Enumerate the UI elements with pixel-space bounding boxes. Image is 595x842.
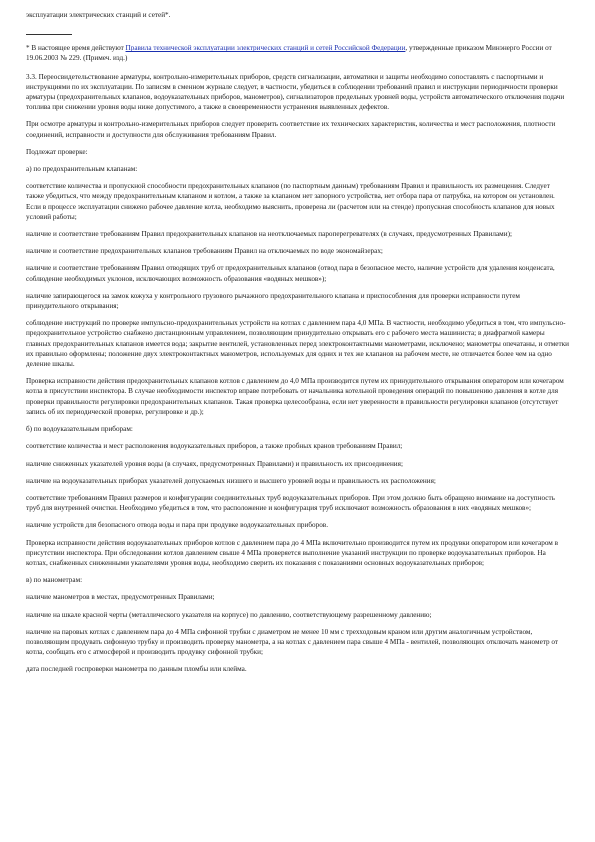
paragraph-inspection: При осмотре арматуры и контрольно-измерительных приборов следует проверить соответствие их технических характеристик, количества и мест расположения, плотности соединений, исправности и доступности для обслуживания требованиям Правил. — [26, 120, 556, 139]
paragraph: Проверка исправности действия предохранительных клапанов котлов с давлением до 4,0 МПа производится путем их принудительного открывания оператором или кочегаром котла в присутствии инспектора. В случае необходимости инспектор вправе потребовать от начальника котельной проведения операций по повышению давления в котле для проверки правильности регулировки предохранительных клапанов. Такая проверка целесообразна, если нет уверенности в правильности регулировки клапанов (отсутствует запись об их периодической проверке, регулировке и др.); — [26, 377, 564, 416]
footnote-separator — [26, 34, 72, 35]
paragraph: наличие на шкале красной черты (металлического указателя на корпусе) по давлению, соответствующему разрешенному давлению; — [26, 610, 432, 619]
rules-link[interactable]: Правила технической эксплуатации электрических станций и сетей Российской Федерации — [125, 44, 406, 53]
paragraph: наличие и соответствие требованиям Правил отводящих труб от предохранительных клапанов (отвод пара в безопасное место, наличие устройств для удаления конденсата, соблюдение необходимых уклонов, исключающих возможность образования «водяных мешков»); — [26, 264, 555, 283]
paragraph: наличие и соответствие требованиям Правил предохранительных клапанов на неотключаемых пароперегревателях (в случаях, предусмотренных Правилами); — [26, 230, 512, 239]
paragraph: наличие сниженных указателей уровня воды (в случаях, предусмотренных Правилами) и правильность их присоединения; — [26, 459, 403, 468]
top-text-line: эксплуатации электрических станций и сетей*. — [26, 11, 171, 19]
paragraph-intro: 3.3. Переосвидетельствование арматуры, контрольно-измерительных приборов, средств сигнализации, автоматики и защиты необходимо сопоставлять с паспортными и инструкциями по их эксплуатации. По записям в сменном журнале следует, в частности, убедиться в соблюдении требований правил и инструкции периодичности проверки арматуры (предохранительных клапанов, водоуказательных приборов, манометров), сигнализаторов предельных уровней воды, устройств автоматического отключения подачи топлива при снижении уровня воды ниже допустимого, а также в своевременности устранения выявленных дефектов. — [26, 72, 565, 112]
paragraph: соблюдение инструкций по проверке импульсно-предохранительных устройств на котлах с давлением пара 4,0 МПа. В частности, необходимо убедиться в том, что импульсно-предохранительное устройство снабжено дистанционным управлением, позволяющим принудительно открывать его с рабочего места машиниста; в диафрагмой камеры главных предохранительных клапанов имеется вода; закрытие вентилей, установленных перед электроконтактными манометрами, исключено; манометры опечатаны, и отметки их правильно оформлены; положение двух электроконтактных манометров, используемых для одних и тех же клапанов на рабочем месте, не отличается более чем на одно деление шкалы. — [26, 319, 569, 369]
section-heading-manometers: в) по манометрам: — [26, 576, 83, 585]
section-heading-gauges: б) по водоуказательным приборам: — [26, 425, 133, 434]
footnote — [26, 43, 569, 63]
paragraph: соответствие количества и пропускной способности предохранительных клапанов (по паспортным данным) требованиям Правил и правильность их размещения. Следует также убедиться, что между предохранительным клапаном и котлом, а также за клапаном нет запорного устройства, нет отбора пара от патрубка, на котором он установлен. Если в процессе эксплуатации снижено рабочее давление котла, необходимо выяснить, проверена ли (расчетом или на стенде) пропускная способность клапанов для новых условий работы; — [26, 182, 555, 221]
paragraph: соответствие требованиям Правил размеров и конфигурации соединительных труб водоуказательных приборов. При этом должно быть обращено внимание на доступность труб для внутренней очистки. Необходимо убедиться в том, что расположение и конфигурация труб исключают возможность образования в них «водяных мешков»; — [26, 493, 555, 513]
paragraph: дата последней госпроверки манометра по данным пломбы или клейма. — [26, 665, 247, 674]
paragraph: соответствие количества и мест расположения водоуказательных приборов, а также пробных кранов требованиям Правил; — [26, 442, 403, 451]
paragraph: наличие на паровых котлах с давлением пара до 4 МПа сифонной трубки с диаметром не менее 10 мм с трехходовым краном или другим аналогичным устройством, позволяющим продувать сифонную трубку и производить проверку манометра, а на котлах с давлением пара свыше 4 МПа - вентилей, позволяющих отключать манометр от котла, сообщать его с атмосферой и производить продувку сифонной трубки; — [26, 627, 559, 657]
paragraph: наличие и соответствие предохранительных клапанов требованиям Правил на отключаемых по воде экономайзерах; — [26, 247, 383, 256]
paragraph: наличие устройств для безопасного отвода воды и пара при продувке водоуказательных приборов. — [26, 521, 328, 530]
paragraph: Проверка исправности действия водоуказательных приборов котлов с давлением пара до 4 МПа включительно производится путем их продувки оператором или кочегаром в присутствии инспектора. При обследовании котлов давлением свыше 4 МПа проверяется выполнение указаний инструкции по проверке водоуказательных приборов. На котлах, снабженных сниженными указателями уровня воды, необходимо сверить их показания с показаниями основных водоуказательных приборов; — [26, 538, 559, 567]
footnote-suffix: , утвержденные приказом Минэнерго России от 19.06.2003 № 229. (Примеч. изд.) — [26, 44, 552, 63]
footnote-prefix: * В настоящее время действуют — [26, 44, 126, 53]
paragraph-subject: Подлежат проверке: — [26, 147, 88, 156]
paragraph: наличие манометров в местах, предусмотренных Правилами; — [26, 593, 215, 602]
paragraph: наличие на водоуказательных приборах указателей допускаемых низшего и высшего уровней воды и правильность их расположения; — [26, 476, 436, 485]
section-heading-valves: а) по предохранительным клапанам: — [26, 165, 138, 174]
paragraph: наличие запирающегося на замок кожуха у контрольного грузового рычажного предохранительного клапана и приспособления для проверки исправности путем принудительного открывания; — [26, 291, 520, 311]
